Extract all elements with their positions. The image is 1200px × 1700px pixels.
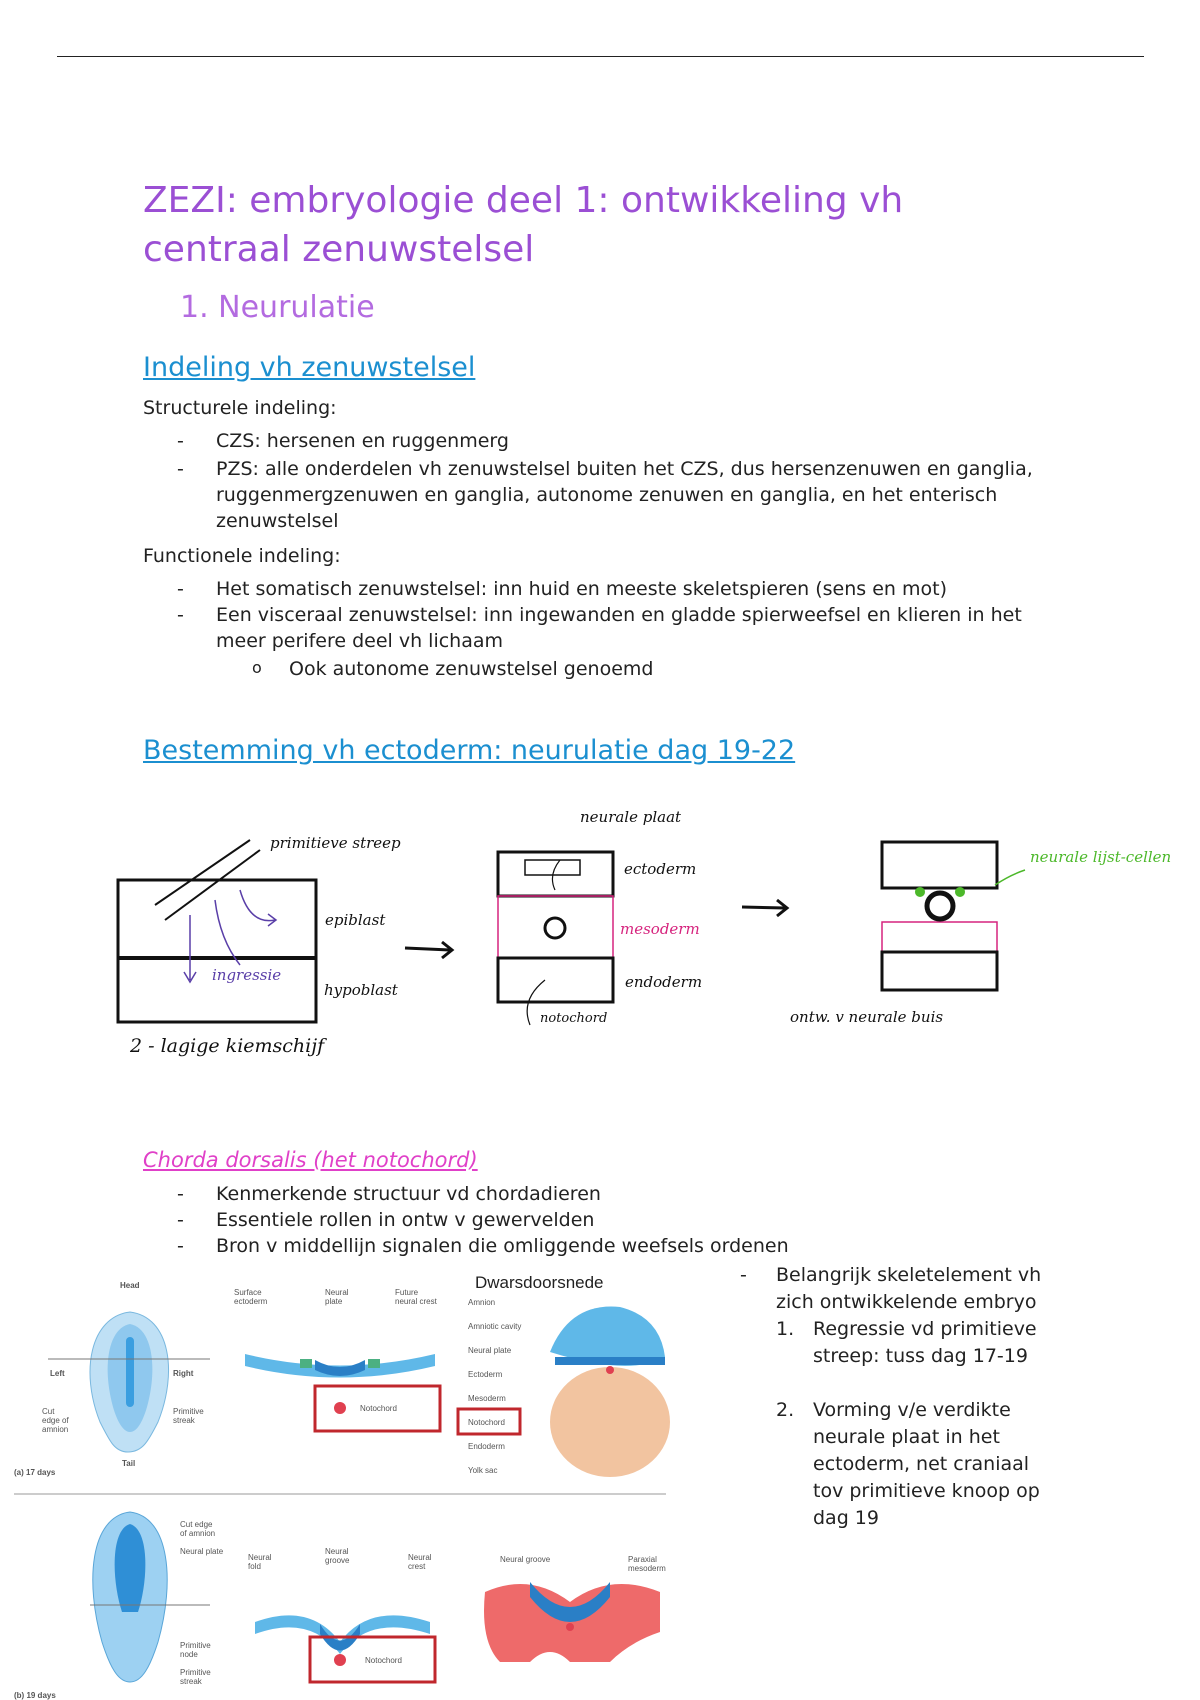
label-epiblast: epiblast (325, 911, 386, 929)
side-notes: - Belangrijk skeletelement vh zich ontwikkelende embryo 1. Regressie vd primitieve streep: tuss dag 17-19 2. Vorming v/e verdikte neurale plaat in het ectoderm, net craniaal tov primitieve knoop op dag 19 (740, 1262, 1070, 1532)
svg-text:streak: streak (180, 1677, 202, 1686)
fig-caption-a: (a) 17 days (14, 1468, 56, 1477)
svg-text:fold: fold (248, 1562, 261, 1571)
svg-text:Primitive: Primitive (180, 1668, 211, 1677)
fig-head: Head (120, 1281, 140, 1290)
sub-list-item: o Ook autonome zenuwstelsel genoemd (252, 658, 654, 680)
neural-plate-mark (525, 860, 580, 875)
svg-text:Amnion: Amnion (468, 1298, 496, 1307)
svg-text:Primitive: Primitive (173, 1407, 204, 1416)
fig-notochord-a: Notochord (360, 1404, 397, 1413)
label-notochord: notochord (540, 1011, 608, 1026)
notochord-circle (545, 918, 565, 938)
page-title: ZEZI: embryologie deel 1: ontwikkeling vh centraal zenuwstelsel (143, 180, 904, 270)
svg-text:Cut: Cut (42, 1407, 55, 1416)
heading-bestemming: Bestemming vh ectoderm: neurulatie dag 19-22 (143, 735, 796, 766)
endoderm-box-2 (882, 952, 997, 990)
endoderm-box (498, 958, 613, 1002)
arrow-right-1 (405, 948, 450, 950)
heading-neurulatie: 1. Neurulatie (180, 290, 375, 325)
ingression-arrow (184, 915, 196, 982)
streak-line (165, 850, 260, 920)
svg-text:Yolk sac: Yolk sac (468, 1466, 498, 1475)
heading-chorda: Chorda dorsalis (het notochord) (143, 1148, 478, 1172)
svg-text:groove: groove (325, 1556, 350, 1565)
list-item: - Het somatisch zenuwstelsel: inn huid en meeste skeletspieren (sens en mot) (177, 578, 947, 600)
list-item: - Kenmerkende structuur vd chordadieren (177, 1183, 601, 1205)
ectoderm-box-2 (882, 842, 997, 888)
label-hypoblast: hypoblast (324, 981, 398, 999)
svg-text:Endoderm: Endoderm (468, 1442, 505, 1451)
svg-text:mesoderm: mesoderm (628, 1564, 666, 1573)
label-neural-plate: neurale plaat (580, 808, 682, 826)
svg-text:Neural: Neural (325, 1547, 349, 1556)
svg-text:Notochord: Notochord (468, 1418, 505, 1427)
svg-text:Neural plate: Neural plate (468, 1346, 512, 1355)
neurulation-sketch (100, 790, 1180, 1070)
functional-label: Functionele indeling: (143, 545, 341, 567)
neural-tube-circle (927, 893, 953, 919)
fig-caption-b: (b) 19 days (14, 1691, 56, 1700)
fig-notochord-b: Notochord (365, 1656, 402, 1665)
list-item: - CZS: hersenen en ruggenmerg (177, 430, 509, 452)
mesoderm-box (498, 896, 613, 958)
embryo-figure (10, 1262, 670, 1700)
svg-text:Neural: Neural (248, 1553, 272, 1562)
svg-text:ectoderm: ectoderm (234, 1297, 268, 1306)
streak-line (155, 840, 250, 905)
label-primitive-streak: primitieve streep (270, 834, 401, 852)
label-neural-crest: neurale lijst-cellen (1030, 848, 1172, 866)
fig-neural-plate-b: Neural plate (180, 1547, 224, 1556)
label-disc: 2 - lagige kiemschijf (130, 1035, 325, 1057)
fig-right: Right (173, 1369, 194, 1378)
structural-label: Structurele indeling: (143, 397, 337, 419)
list-item: - Een visceraal zenuwstelsel: inn ingewanden en gladde spierweefsel en klieren in het meer perifere deel vh lichaam (177, 604, 1022, 652)
svg-text:Cut edge: Cut edge (180, 1520, 213, 1529)
svg-text:streak: streak (173, 1416, 195, 1425)
fig-tail: Tail (122, 1459, 136, 1468)
side-bullet: Belangrijk skeletelement vh zich ontwikkelende embryo (776, 1264, 1042, 1313)
svg-text:Amniotic cavity: Amniotic cavity (468, 1322, 522, 1331)
top-rule (57, 56, 1144, 57)
side-step-2: 2. Vorming v/e verdikte neurale plaat in het ectoderm, net craniaal tov primitieve knoop op dag 19 (776, 1399, 1040, 1529)
list-item: - Bron v middellijn signalen die omliggende weefsels ordenen (177, 1235, 789, 1257)
list-item: - PZS: alle onderdelen vh zenuwstelsel buiten het CZS, dus hersenzenuwen en ganglia, ruggenmergzenuwen en ganglia, autonome zenuwen en ganglia, en het enterisch zenuwstelsel (177, 458, 1033, 532)
svg-text:Neural: Neural (408, 1553, 432, 1562)
svg-text:amnion: amnion (42, 1425, 69, 1434)
heading-indeling: Indeling vh zenuwstelsel (143, 352, 476, 383)
svg-text:neural crest: neural crest (395, 1297, 437, 1306)
fig-title-dwarsdoorsnede: Dwarsdoorsnede (475, 1273, 604, 1292)
svg-text:crest: crest (408, 1562, 426, 1571)
svg-text:edge of: edge of (42, 1416, 69, 1425)
svg-text:Ectoderm: Ectoderm (468, 1370, 503, 1379)
svg-text:Mesoderm: Mesoderm (468, 1394, 506, 1403)
svg-text:node: node (180, 1650, 198, 1659)
mesoderm-box-2 (882, 922, 997, 952)
svg-text:Future: Future (395, 1288, 419, 1297)
label-endoderm: endoderm (625, 973, 703, 991)
ectoderm-box (498, 852, 613, 896)
ingression-arrow (215, 900, 240, 965)
arrow-right-2 (742, 907, 785, 908)
disc-rect (118, 880, 316, 1022)
svg-text:Neural: Neural (325, 1288, 349, 1297)
fig-left: Left (50, 1369, 65, 1378)
svg-text:of amnion: of amnion (180, 1529, 216, 1538)
svg-text:Paraxial: Paraxial (628, 1555, 657, 1564)
svg-text:plate: plate (325, 1297, 343, 1306)
svg-text:Surface: Surface (234, 1288, 262, 1297)
list-item: - Essentiele rollen in ontw v gewervelden (177, 1209, 595, 1231)
svg-text:Neural groove: Neural groove (500, 1555, 551, 1564)
label-neural-tube: ontw. v neurale buis (790, 1008, 944, 1026)
label-ingression: ingressie (212, 966, 282, 984)
label-ectoderm: ectoderm (624, 860, 697, 878)
svg-text:Primitive: Primitive (180, 1641, 211, 1650)
side-step-1: 1. Regressie vd primitieve streep: tuss dag 17-19 (776, 1318, 1037, 1367)
ingression-arrow (240, 890, 276, 926)
label-mesoderm: mesoderm (620, 920, 700, 938)
